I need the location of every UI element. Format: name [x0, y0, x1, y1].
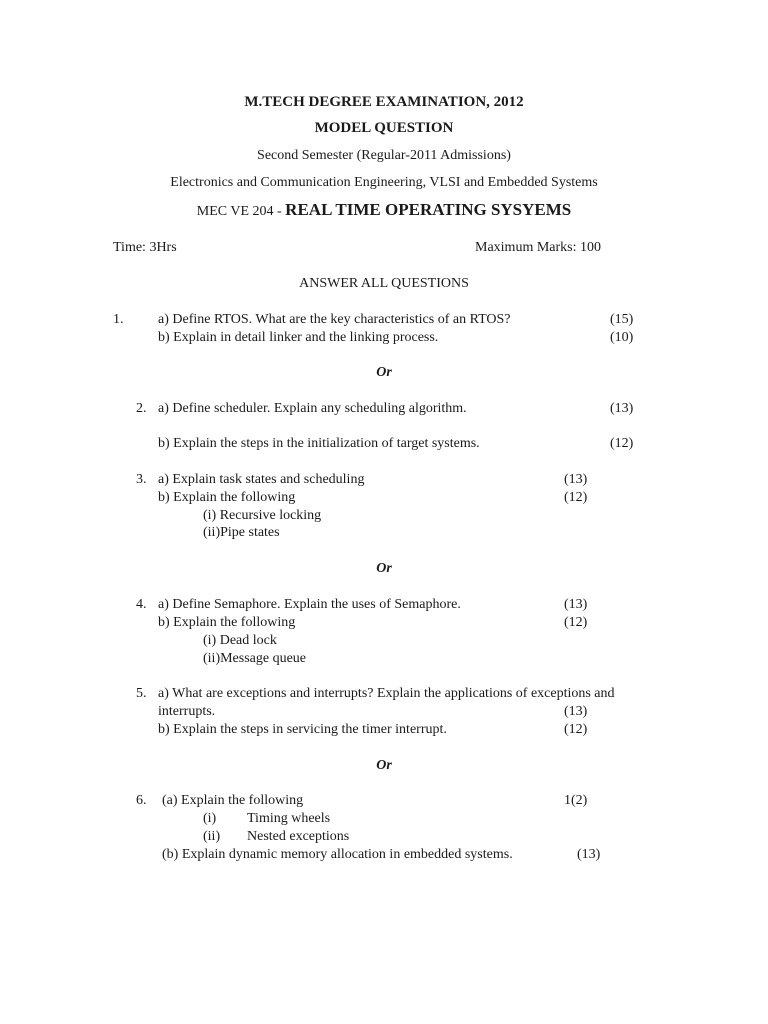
question-text: a) Define scheduler. Explain any scheduling algorithm. [158, 401, 467, 416]
course-code: MEC VE 204 - [196, 204, 286, 219]
question-marks: (12) [610, 436, 634, 451]
question-text: b) Explain in detail linker and the linking process. [158, 330, 439, 345]
question-text: b) Explain the following [158, 615, 296, 630]
question-text: b) Explain the steps in the initialization of target systems. [158, 436, 480, 451]
question-text: (a) Explain the following [162, 793, 304, 808]
time-allowed: Time: 3Hrs [113, 240, 177, 255]
model-question-title: MODEL QUESTION [314, 120, 454, 136]
question-marks: (12) [564, 722, 588, 737]
sub-question: (ii)Message queue [203, 651, 307, 666]
question-marks: (13) [564, 472, 588, 487]
question-marks: (12) [564, 490, 588, 505]
question-number: 4. [136, 597, 147, 612]
question-marks: (13) [577, 847, 601, 862]
question-marks: (12) [564, 615, 588, 630]
semester-line: Second Semester (Regular-2011 Admissions) [257, 148, 511, 163]
sub-question-number: (ii) [203, 829, 221, 844]
or-separator: Or [376, 365, 392, 380]
question-marks: (10) [610, 330, 634, 345]
question-marks: 1(2) [564, 793, 588, 808]
instruction: ANSWER ALL QUESTIONS [299, 276, 469, 291]
course-line [0, 201, 768, 221]
sub-question: Timing wheels [247, 811, 331, 826]
question-number: 2. [136, 401, 147, 416]
question-number: 1. [113, 312, 124, 327]
or-separator: Or [376, 758, 392, 773]
question-marks: (13) [564, 597, 588, 612]
question-marks: (13) [610, 401, 634, 416]
question-marks: (15) [610, 312, 634, 327]
question-text: (b) Explain dynamic memory allocation in embedded systems. [162, 847, 513, 862]
or-separator: Or [376, 561, 392, 576]
sub-question: (ii)Pipe states [203, 525, 280, 540]
sub-question: (i) Recursive locking [203, 508, 322, 523]
question-text: b) Explain the following [158, 490, 296, 505]
question-text-continued: interrupts. [158, 704, 216, 719]
question-text: a) What are exceptions and interrupts? Explain the applications of exceptions and [158, 686, 615, 701]
question-number: 5. [136, 686, 147, 701]
question-text: a) Explain task states and scheduling [158, 472, 365, 487]
question-text: b) Explain the steps in servicing the timer interrupt. [158, 722, 447, 737]
exam-title: M.TECH DEGREE EXAMINATION, 2012 [244, 94, 524, 110]
question-marks: (13) [564, 704, 588, 719]
sub-question: (i) Dead lock [203, 633, 277, 648]
sub-question-number: (i) [203, 811, 217, 826]
question-text: a) Define RTOS. What are the key characteristics of an RTOS? [158, 312, 511, 327]
branch-line: Electronics and Communication Engineering, VLSI and Embedded Systems [170, 175, 598, 190]
maximum-marks: Maximum Marks: 100 [475, 240, 601, 255]
question-number: 3. [136, 472, 147, 487]
question-number: 6. [136, 793, 147, 808]
course-title: REAL TIME OPERATING SYSYEMS [285, 200, 572, 219]
question-text: a) Define Semaphore. Explain the uses of Semaphore. [158, 597, 461, 612]
sub-question: Nested exceptions [247, 829, 350, 844]
